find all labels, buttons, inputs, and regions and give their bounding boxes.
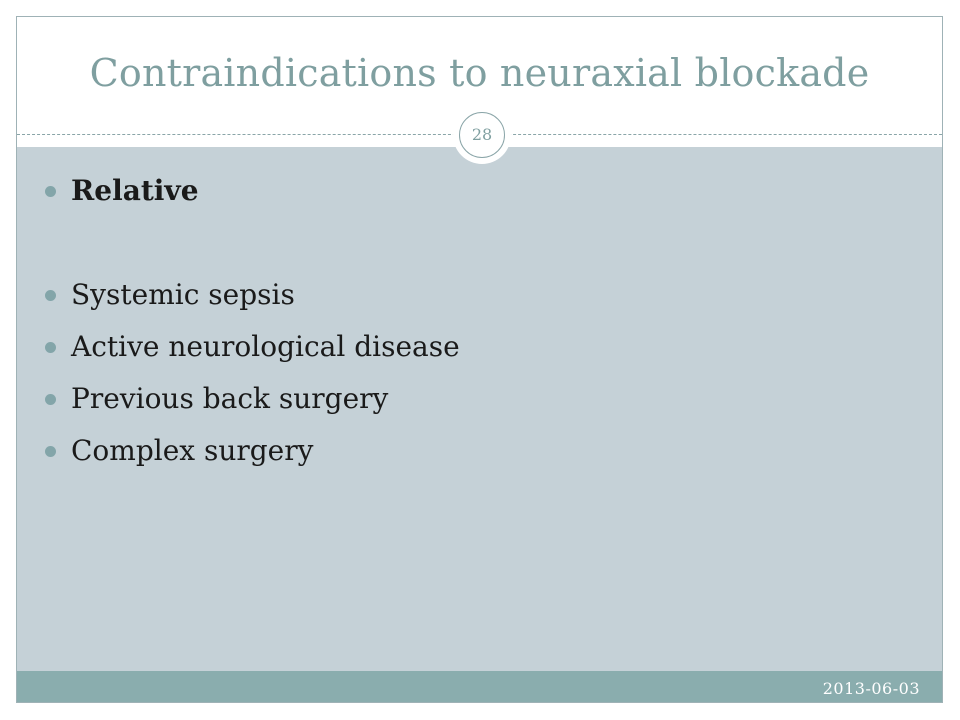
bullet-spacer xyxy=(45,221,460,273)
footer-bar xyxy=(17,671,942,703)
bullet-dot-icon xyxy=(45,342,56,353)
bullet-item xyxy=(45,429,460,481)
bullet-dot-icon xyxy=(45,394,56,405)
slide xyxy=(16,16,943,703)
bullet-item xyxy=(45,325,460,377)
bullet-item xyxy=(45,377,460,429)
bullet-text: Systemic sepsis xyxy=(71,278,295,311)
bullet-text: Complex surgery xyxy=(71,434,314,467)
bullet-list xyxy=(45,169,460,481)
bullet-text: Active neurological disease xyxy=(71,330,460,363)
footer-date: 2013-06-03 xyxy=(822,679,920,698)
bullet-dot-icon xyxy=(45,446,56,457)
slide-number: 28 xyxy=(459,112,505,158)
bullet-text: Relative xyxy=(71,174,199,207)
bullet-dot-icon xyxy=(45,186,56,197)
bullet-dot-icon xyxy=(45,290,56,301)
slide-title: Contraindications to neuraxial blockade xyxy=(89,51,870,95)
bullet-item xyxy=(45,169,460,221)
bullet-item xyxy=(45,273,460,325)
bullet-text: Previous back surgery xyxy=(71,382,389,415)
slide-number-badge xyxy=(454,107,510,163)
